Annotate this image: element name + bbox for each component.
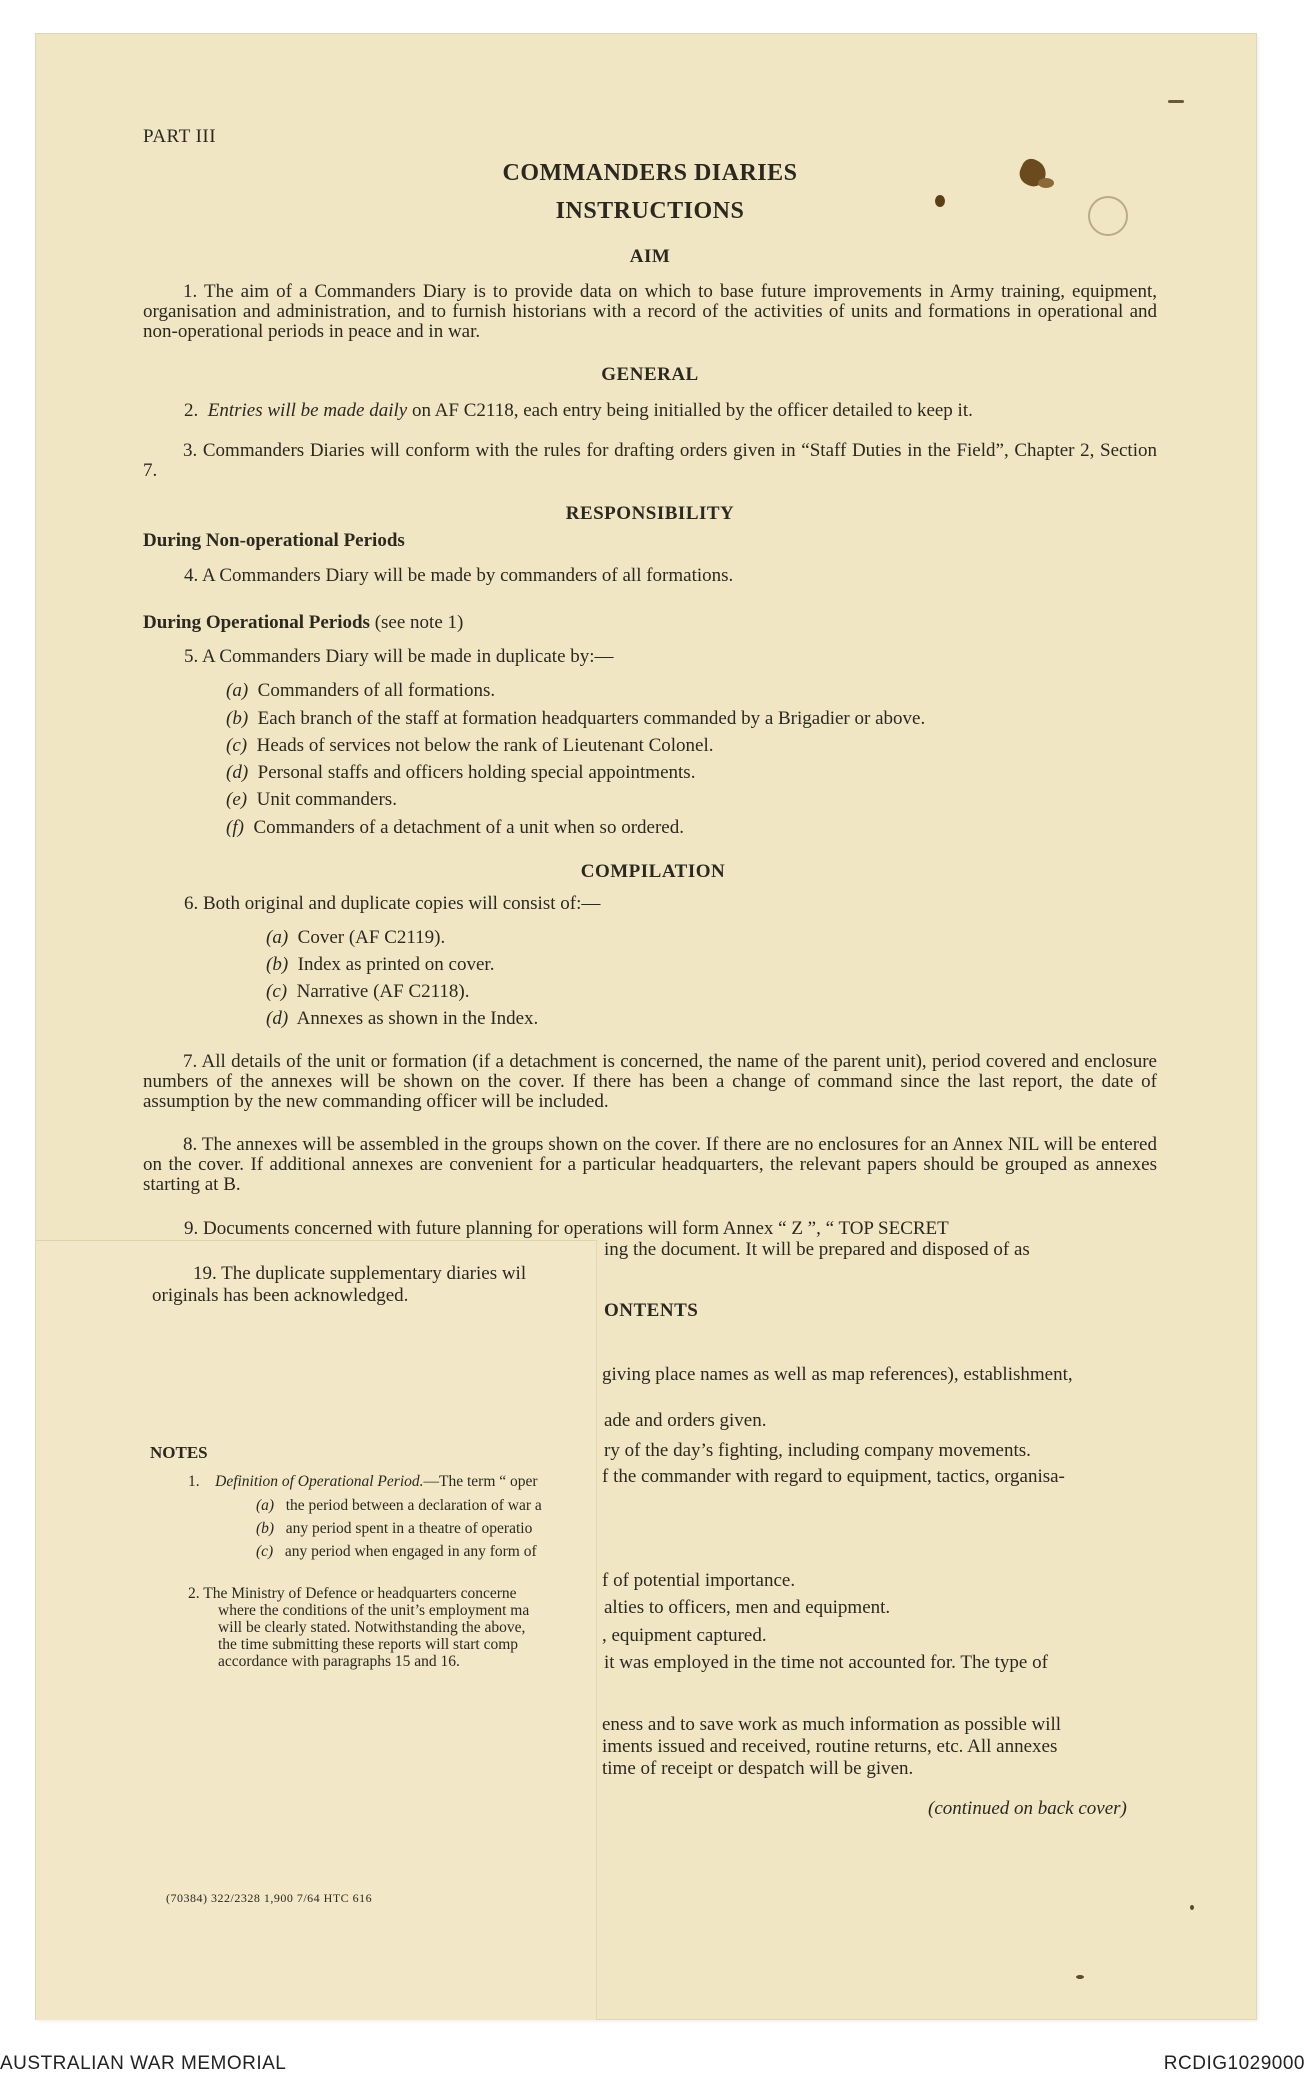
paragraph-3: 3. Commanders Diaries will conform with the rules for drafting orders given in “Staff Duties in the Field”, Chapter 2, Section 7. <box>143 440 1157 481</box>
list-item: (a) Cover (AF C2119). <box>266 927 446 948</box>
paragraph-6: 6. Both original and duplicate copies will consist of:— <box>184 893 601 914</box>
ink-stain <box>1076 1975 1084 1979</box>
contents-line: time of receipt or despatch will be given. <box>602 1758 914 1779</box>
contents-line: , equipment captured. <box>602 1625 767 1646</box>
list-item: (d) Personal staffs and officers holding special appointments. <box>226 762 696 783</box>
ink-stain <box>1168 100 1184 103</box>
operational-note: (see note 1) <box>369 612 464 633</box>
note-2-line: 2. The Ministry of Defence or headquarters concerne <box>188 1585 517 1602</box>
contents-heading: ONTENTS <box>604 1300 699 1321</box>
footer-left: AUSTRALIAN WAR MEMORIAL <box>0 2053 287 2074</box>
footer-right: RCDIG1029000 <box>1163 2053 1305 2074</box>
contents-line: f the commander with regard to equipment, tactics, organisa- <box>602 1466 1065 1487</box>
paragraph-19-line-1: 19. The duplicate supplementary diaries wil <box>193 1263 527 1284</box>
paragraph-2 <box>184 400 973 422</box>
contents-line: ry of the day’s fighting, including company movements. <box>604 1440 1031 1461</box>
paragraph-4: 4. A Commanders Diary will be made by commanders of all formations. <box>184 565 734 586</box>
paragraph-5: 5. A Commanders Diary will be made in duplicate by:— <box>184 646 614 667</box>
compilation-heading: COMPILATION <box>580 861 726 882</box>
page-title: COMMANDERS DIARIES <box>502 160 798 186</box>
list-item: (b) Index as printed on cover. <box>266 954 495 975</box>
note-1-item: (a) the period between a declaration of war a <box>256 1497 542 1514</box>
notes-heading: NOTES <box>150 1443 208 1462</box>
list-item: (a) Commanders of all formations. <box>226 680 496 701</box>
paragraph-2-number: 2. <box>184 400 199 421</box>
list-item: (c) Narrative (AF C2118). <box>266 981 470 1002</box>
contents-line: giving place names as well as map references), establishment, <box>602 1364 1073 1385</box>
note-2-line: will be clearly stated. Notwithstanding the above, <box>218 1619 526 1636</box>
paragraph-19-line-2: originals has been acknowledged. <box>152 1285 409 1306</box>
contents-line: iments issued and received, routine returns, etc. All annexes <box>602 1736 1058 1757</box>
paragraph-9-line-1: 9. Documents concerned with future planning for operations will form Annex “ Z ”, “ TOP SECRET <box>184 1218 949 1239</box>
operational-heading-line <box>143 612 463 634</box>
list-item: (b) Each branch of the staff at formation headquarters commanded by a Brigadier or above. <box>226 708 926 729</box>
list-item: (e) Unit commanders. <box>226 789 397 810</box>
note-2-line: where the conditions of the unit’s employment ma <box>218 1602 530 1619</box>
responsibility-heading: RESPONSIBILITY <box>565 503 735 524</box>
list-item: (d) Annexes as shown in the Index. <box>266 1008 539 1029</box>
non-operational-heading: During Non-operational Periods <box>143 530 405 551</box>
aim-heading: AIM <box>629 246 671 267</box>
paragraph-2-text: on AF C2118, each entry being initialled by the officer detailed to keep it. <box>407 400 973 421</box>
operational-heading: During Operational Periods <box>143 612 370 633</box>
page-subtitle: INSTRUCTIONS <box>555 198 745 224</box>
ink-stain <box>1190 1905 1194 1910</box>
contents-line: it was employed in the time not accounted for. The type of <box>604 1652 1048 1673</box>
overlapping-back-cover <box>36 1240 597 2020</box>
paragraph-2-italic: Entries will be made daily <box>207 400 408 421</box>
note-1-item: (b) any period spent in a theatre of operatio <box>256 1520 533 1537</box>
paragraph-8: 8. The annexes will be assembled in the groups shown on the cover. If there are no enclosures for an Annex NIL will be entered on the cover. If additional annexes are convenient for a particular headquarters, the relevant papers should be grouped as annexes starting at B. <box>143 1134 1157 1195</box>
note-2-line: the time submitting these reports will start comp <box>218 1636 519 1653</box>
contents-line: ade and orders given. <box>604 1410 767 1431</box>
list-item: (c) Heads of services not below the rank of Lieutenant Colonel. <box>226 735 714 756</box>
contents-line: alties to officers, men and equipment. <box>604 1597 891 1618</box>
paragraph-1: 1. The aim of a Commanders Diary is to provide data on which to base future improvements in Army training, equipment, organisation and administration, and to furnish historians with a record of the activities of units and formations in operational and non-operational periods in peace and in war. <box>143 281 1157 342</box>
paragraph-7: 7. All details of the unit or formation (if a detachment is concerned, the name of the parent unit), period covered and enclosure numbers of the annexes will be shown on the cover. If there has been a change of command since the last report, the date of assumption by the new commanding officer will be included. <box>143 1051 1157 1112</box>
contents-line: eness and to save work as much information as possible will <box>602 1714 1062 1735</box>
note-2-line: accordance with paragraphs 15 and 16. <box>218 1653 460 1670</box>
note-1-item: (c) any period when engaged in any form of <box>256 1543 537 1560</box>
paragraph-9-line-2: ing the document. It will be prepared and disposed of as <box>604 1239 1030 1260</box>
note-1: 1. Definition of Operational Period.—The term “ oper <box>188 1473 538 1490</box>
continued-note: (continued on back cover) <box>928 1798 1127 1819</box>
contents-line: f of potential importance. <box>602 1570 796 1591</box>
print-code: (70384) 322/2328 1,900 7/64 HTC 616 <box>166 1891 373 1905</box>
part-label: PART III <box>143 126 217 147</box>
general-heading: GENERAL <box>601 364 699 385</box>
list-item: (f) Commanders of a detachment of a unit when so ordered. <box>226 817 684 838</box>
